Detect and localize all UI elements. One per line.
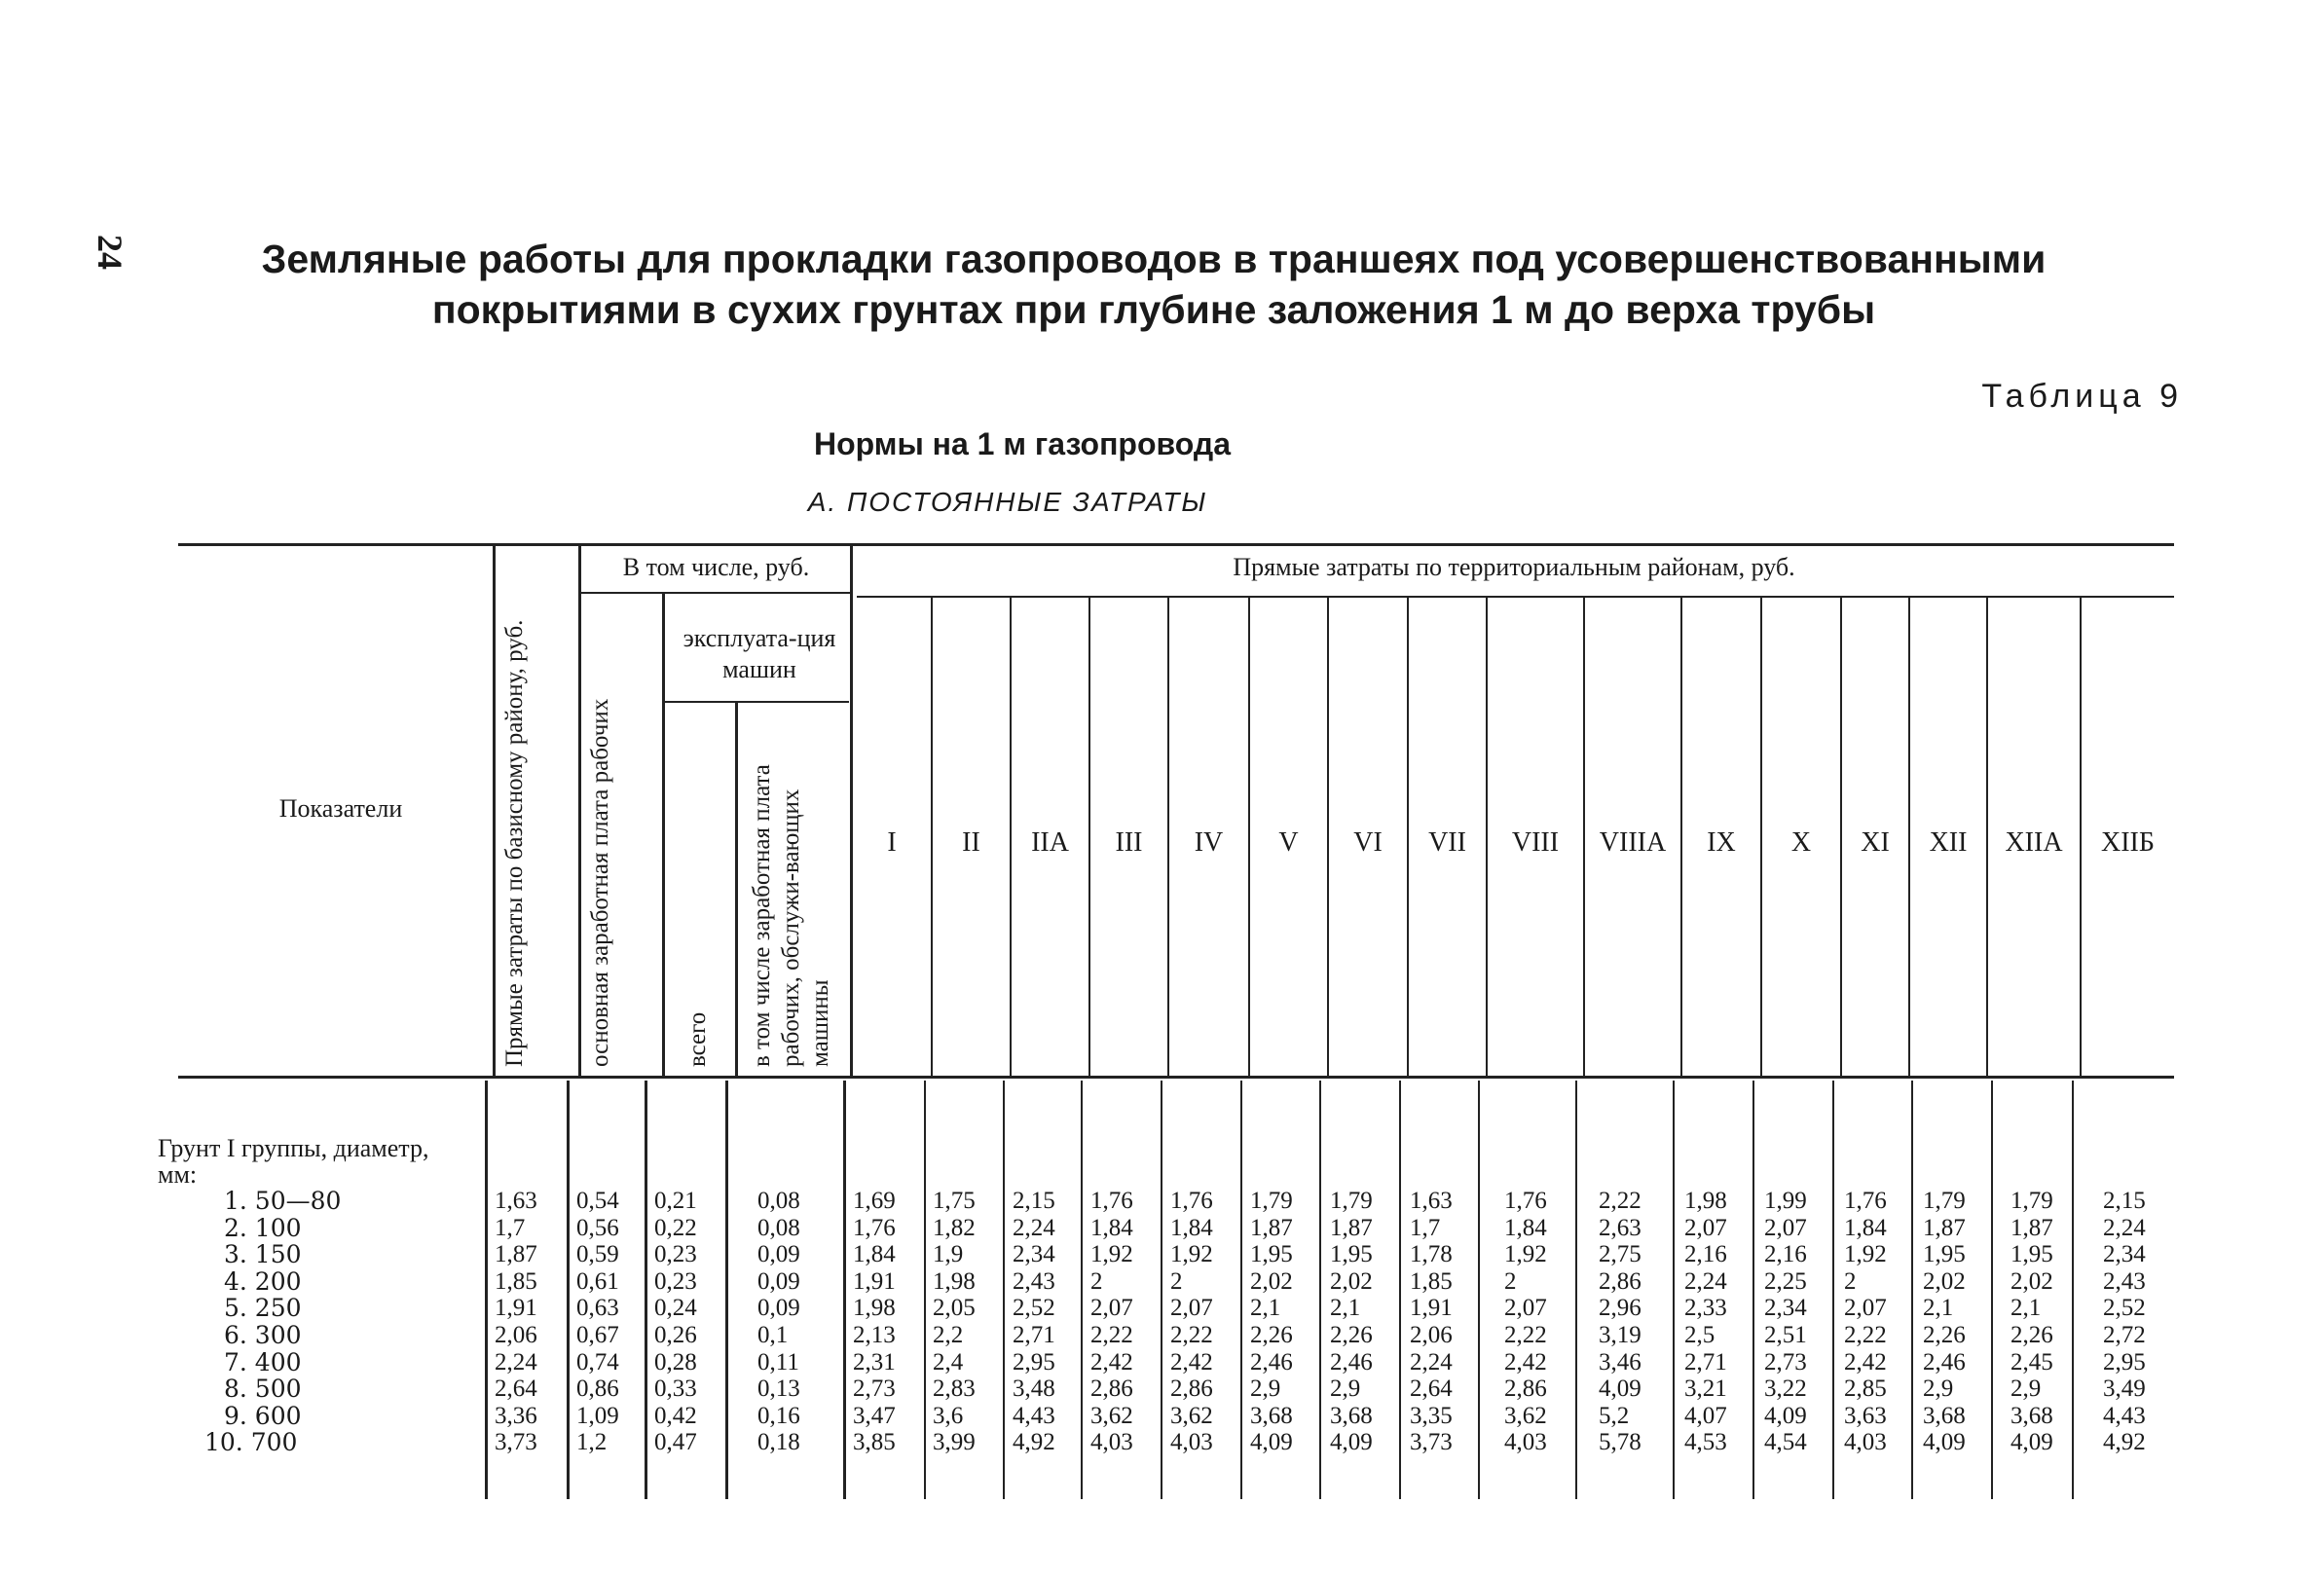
table-cell: 2,86 (1504, 1375, 1547, 1403)
table-cell: 4,09 (1250, 1429, 1293, 1456)
body-divider (924, 1081, 926, 1499)
table-cell: 3,21 (1684, 1375, 1727, 1403)
table-cell: 0,63 (576, 1295, 619, 1322)
table-cell: 2,07 (1844, 1295, 1887, 1322)
table-cell: 2,34 (1013, 1241, 1055, 1268)
table-cell: 2,71 (1684, 1348, 1727, 1375)
region-header: VII (1428, 827, 1466, 858)
col-region-15 (2010, 1188, 2053, 1456)
header-divider (578, 545, 581, 1076)
table-cell: 0,13 (757, 1375, 800, 1403)
table-cell: 4,03 (1170, 1429, 1213, 1456)
table-cell: 1,92 (1170, 1241, 1213, 1268)
table-cell: 0,21 (654, 1188, 697, 1214)
col-region-16 (2103, 1188, 2146, 1456)
including-rule (579, 592, 850, 594)
table-cell: 3,6 (933, 1402, 964, 1429)
header-indicators: Показатели (278, 794, 403, 823)
table-cell: 0,26 (654, 1321, 697, 1348)
table-cell: 3,46 (1599, 1348, 1642, 1375)
col-region-7 (1330, 1188, 1373, 1456)
table-cell: 3,68 (1923, 1402, 1966, 1429)
table-cell: 1,76 (1090, 1188, 1133, 1214)
table-cell: 3,68 (2010, 1402, 2053, 1429)
col-region-1 (853, 1188, 896, 1456)
col-wage (576, 1188, 619, 1456)
table-cell: 2,02 (1330, 1267, 1373, 1295)
table-cell: 1,92 (1504, 1241, 1547, 1268)
region-header: III (1115, 827, 1143, 858)
table-cell: 2,25 (1764, 1267, 1807, 1295)
table-cell: 2,86 (1170, 1375, 1213, 1403)
table-cell: 2,52 (1013, 1295, 1055, 1322)
col-region-10 (1599, 1188, 1642, 1456)
col-region-9 (1504, 1188, 1547, 1456)
table-cell: 2,45 (2010, 1348, 2053, 1375)
table-top-rule (178, 543, 2174, 546)
region-header: VIII (1511, 827, 1560, 858)
table-cell: 0,61 (576, 1267, 619, 1295)
table-cell: 1,76 (853, 1214, 896, 1241)
table-cell: 1,99 (1764, 1188, 1807, 1214)
col-region-14 (1923, 1188, 1966, 1456)
table-cell: 2,9 (1923, 1375, 1954, 1403)
table-cell: 2,64 (495, 1375, 537, 1403)
table-cell: 2,16 (1764, 1241, 1807, 1268)
table-cell: 4,09 (1764, 1402, 1807, 1429)
table-cell: 3,47 (853, 1402, 896, 1429)
table-cell: 0,09 (757, 1267, 800, 1295)
table-cell: 2,24 (1684, 1267, 1727, 1295)
table-cell: 2,02 (2010, 1267, 2053, 1295)
table-cell: 0,59 (576, 1241, 619, 1268)
table-cell: 0,33 (654, 1375, 697, 1403)
row-label: 3. 150 (224, 1240, 302, 1269)
table-cell: 1,84 (1504, 1214, 1547, 1241)
table-cell: 2,33 (1684, 1295, 1727, 1322)
table-cell: 1,91 (1410, 1295, 1453, 1322)
table-cell: 0,08 (757, 1214, 800, 1241)
col-region-12 (1764, 1188, 1807, 1456)
table-cell: 2,15 (1013, 1188, 1055, 1214)
table-cell: 2,24 (1013, 1214, 1055, 1241)
table-cell: 2,1 (1330, 1295, 1361, 1322)
table-cell: 0,22 (654, 1214, 697, 1241)
table-cell: 4,03 (1844, 1429, 1887, 1456)
body-divider (1575, 1081, 1577, 1499)
table-cell: 1,76 (1170, 1188, 1213, 1214)
table-cell: 3,73 (1410, 1429, 1453, 1456)
table-cell: 2,07 (1170, 1295, 1213, 1322)
body-divider (1399, 1081, 1401, 1499)
table-cell: 4,09 (1330, 1429, 1373, 1456)
table-cell: 2,1 (1250, 1295, 1281, 1322)
table-cell: 0,09 (757, 1241, 800, 1268)
body-divider (567, 1081, 570, 1499)
table-cell: 0,74 (576, 1348, 619, 1375)
table-cell: 0,54 (576, 1188, 619, 1214)
header-including: В том числе, руб. (622, 553, 810, 581)
table-cell: 2,71 (1013, 1321, 1055, 1348)
table-cell: 2,73 (853, 1375, 896, 1403)
table-cell: 1,9 (933, 1241, 964, 1268)
table-cell: 2,9 (1330, 1375, 1361, 1403)
table-cell: 3,63 (1844, 1402, 1887, 1429)
table-cell: 2,34 (1764, 1295, 1807, 1322)
header-divider (493, 545, 496, 1076)
region-header: V (1278, 827, 1299, 858)
table-cell: 2,06 (1410, 1321, 1453, 1348)
table-cell: 2,95 (2103, 1348, 2146, 1375)
table-cell: 2,02 (1250, 1267, 1293, 1295)
table-cell: 2,51 (1764, 1321, 1807, 1348)
body-divider (2072, 1081, 2074, 1499)
table-cell: 1,92 (1844, 1241, 1887, 1268)
table-cell: 2,64 (1410, 1375, 1453, 1403)
table-cell: 1,92 (1090, 1241, 1133, 1268)
table-cell: 1,79 (1250, 1188, 1293, 1214)
col-region-2 (933, 1188, 976, 1456)
row-label: 9. 600 (224, 1401, 302, 1430)
table-cell: 2,5 (1684, 1321, 1715, 1348)
header-bottom-rule (178, 1076, 2174, 1079)
table-cell: 3,62 (1170, 1402, 1213, 1429)
group-label: Грунт I группы, диаметр, мм: (158, 1134, 429, 1189)
table-cell: 1,95 (2010, 1241, 2053, 1268)
body-divider (1478, 1081, 1480, 1499)
region-header: IIА (1031, 827, 1069, 858)
table-cell: 2 (1170, 1267, 1183, 1295)
row-label: 7. 400 (224, 1347, 302, 1376)
region-header: XII (1929, 827, 1968, 858)
table-cell: 1,2 (576, 1429, 608, 1456)
table-cell: 2,22 (1844, 1321, 1887, 1348)
table-cell: 3,68 (1330, 1402, 1373, 1429)
table-cell: 2,52 (2103, 1295, 2146, 1322)
table-cell: 2,96 (1599, 1295, 1642, 1322)
table-cell: 4,92 (1013, 1429, 1055, 1456)
table-cell: 2,46 (1250, 1348, 1293, 1375)
body-divider (1319, 1081, 1321, 1499)
body-divider (1673, 1081, 1675, 1499)
table-cell: 2,26 (1250, 1321, 1293, 1348)
header-divider (662, 594, 665, 1076)
table-cell: 4,43 (2103, 1402, 2146, 1429)
table-cell: 2,34 (2103, 1241, 2146, 1268)
table-cell: 0,16 (757, 1402, 800, 1429)
table-cell: 5,2 (1599, 1402, 1630, 1429)
table-cell: 2,26 (1330, 1321, 1373, 1348)
table-cell: 3,36 (495, 1402, 537, 1429)
table-cell: 1,69 (853, 1188, 896, 1214)
col-region-13 (1844, 1188, 1887, 1456)
table-cell: 2,46 (1330, 1348, 1373, 1375)
table-cell: 1,91 (853, 1267, 896, 1295)
table-cell: 1,84 (1170, 1214, 1213, 1241)
table-cell: 2,26 (1923, 1321, 1966, 1348)
table-cell: 0,23 (654, 1267, 697, 1295)
region-header: X (1790, 827, 1812, 858)
table-cell: 2,15 (2103, 1188, 2146, 1214)
table-cell: 3,22 (1764, 1375, 1807, 1403)
row-label: 1. 50—80 (224, 1187, 342, 1215)
table-cell: 1,78 (1410, 1241, 1453, 1268)
table-cell: 1,7 (1410, 1214, 1441, 1241)
region-header: VIIIА (1599, 827, 1667, 858)
table-cell: 4,07 (1684, 1402, 1727, 1429)
table-cell: 2,42 (1170, 1348, 1213, 1375)
col-region-5 (1170, 1188, 1213, 1456)
header-machine-operation: эксплуата-ция машин (682, 624, 836, 683)
table-cell: 1,87 (2010, 1214, 2053, 1241)
table-cell: 2,05 (933, 1295, 976, 1322)
table-cell: 2,07 (1090, 1295, 1133, 1322)
table-cell: 0,18 (757, 1429, 800, 1456)
table-cell: 2,1 (2010, 1295, 2042, 1322)
table-cell: 3,19 (1599, 1321, 1642, 1348)
table-cell: 1,85 (1410, 1267, 1453, 1295)
body-divider (1081, 1081, 1083, 1499)
col-region-4 (1090, 1188, 1133, 1456)
table-cell: 2,86 (1090, 1375, 1133, 1403)
table-cell: 2,43 (1013, 1267, 1055, 1295)
body-divider (1991, 1081, 1993, 1499)
table-cell: 1,98 (853, 1295, 896, 1322)
table-cell: 1,98 (1684, 1188, 1727, 1214)
table-cell: 1,79 (2010, 1188, 2053, 1214)
table-cell: 4,43 (1013, 1402, 1055, 1429)
table-cell: 2,1 (1923, 1295, 1954, 1322)
norms-title: Нормы на 1 м газопровода (813, 426, 1231, 461)
body-divider (1911, 1081, 1913, 1499)
table-cell: 1,87 (495, 1241, 537, 1268)
table-cell: 4,09 (1923, 1429, 1966, 1456)
table-cell: 3,68 (1250, 1402, 1293, 1429)
table-cell: 2,63 (1599, 1214, 1642, 1241)
section-title: А. ПОСТОЯННЫЕ ЗАТРАТЫ (807, 487, 1208, 517)
page-number: 24 (91, 235, 129, 270)
table-cell: 2,06 (495, 1321, 537, 1348)
table-cell: 1,79 (1330, 1188, 1373, 1214)
region-header: IV (1194, 827, 1224, 858)
table-cell: 3,62 (1504, 1402, 1547, 1429)
table-cell: 1,98 (933, 1267, 976, 1295)
table-cell: 0,09 (757, 1295, 800, 1322)
table-cell: 2,26 (2010, 1321, 2053, 1348)
table-cell: 1,84 (1090, 1214, 1133, 1241)
body-divider (843, 1081, 846, 1499)
body-divider (1161, 1081, 1162, 1499)
row-label: 5. 250 (224, 1294, 302, 1323)
table-cell: 2,4 (933, 1348, 964, 1375)
table-cell: 1,82 (933, 1214, 976, 1241)
table-cell: 2,85 (1844, 1375, 1887, 1403)
table-cell: 2,22 (1599, 1188, 1642, 1214)
table-cell: 2,31 (853, 1348, 896, 1375)
row-label: 4. 200 (224, 1266, 302, 1296)
table-cell: 4,54 (1764, 1429, 1807, 1456)
table-cell: 2,83 (933, 1375, 976, 1403)
regions-rule (857, 596, 2174, 598)
table-cell: 1,76 (1504, 1188, 1547, 1214)
region-header: XIIА (2005, 827, 2063, 858)
body-divider (485, 1081, 488, 1499)
region-header: XIIБ (2101, 827, 2155, 858)
table-cell: 0,1 (757, 1321, 789, 1348)
table-cell: 1,95 (1923, 1241, 1966, 1268)
header-basic-wage: основная заработная плата рабочих (587, 698, 613, 1067)
machine-rule (664, 701, 849, 703)
table-cell: 2,24 (1410, 1348, 1453, 1375)
col-region-3 (1013, 1188, 1055, 1456)
table-cell: 2,07 (1504, 1295, 1547, 1322)
table-cell: 4,03 (1090, 1429, 1133, 1456)
table-cell: 1,85 (495, 1267, 537, 1295)
table-cell: 2,16 (1684, 1241, 1727, 1268)
table-cell: 1,09 (576, 1402, 619, 1429)
table-cell: 2,86 (1599, 1267, 1642, 1295)
region-header: II (962, 827, 980, 858)
table-cell: 2,73 (1764, 1348, 1807, 1375)
table-cell: 3,99 (933, 1429, 976, 1456)
table-cell: 2,22 (1504, 1321, 1547, 1348)
table-cell: 3,49 (2103, 1375, 2146, 1403)
table-cell: 2,07 (1764, 1214, 1807, 1241)
table-cell: 1,76 (1844, 1188, 1887, 1214)
table-cell: 4,53 (1684, 1429, 1727, 1456)
header-divider (735, 703, 738, 1076)
table-cell: 0,67 (576, 1321, 619, 1348)
body-divider (1240, 1081, 1242, 1499)
table-cell: 2,9 (2010, 1375, 2042, 1403)
table-cell: 2,72 (2103, 1321, 2146, 1348)
table-cell: 2 (1844, 1267, 1857, 1295)
table-cell: 5,78 (1599, 1429, 1642, 1456)
table-cell: 1,87 (1330, 1214, 1373, 1241)
table-cell: 1,75 (933, 1188, 976, 1214)
body-divider (645, 1081, 647, 1499)
table-cell: 0,08 (757, 1188, 800, 1214)
table-cell: 4,09 (1599, 1375, 1642, 1403)
header-direct-costs-base: Прямые затраты по базисному району, руб. (501, 619, 528, 1067)
header-divider (850, 545, 853, 1076)
table-cell: 1,84 (853, 1241, 896, 1268)
header-total: всего (684, 1011, 711, 1067)
col-region-11 (1684, 1188, 1727, 1456)
table-cell: 0,47 (654, 1429, 697, 1456)
row-label: 2. 100 (224, 1213, 302, 1242)
table-cell: 1,91 (495, 1295, 537, 1322)
table-cell: 2 (1090, 1267, 1103, 1295)
table-cell: 0,28 (654, 1348, 697, 1375)
table-cell: 4,03 (1504, 1429, 1547, 1456)
table-cell: 0,86 (576, 1375, 619, 1403)
row-label: 8. 500 (224, 1375, 302, 1404)
table-cell: 2,42 (1844, 1348, 1887, 1375)
table-cell: 2,24 (2103, 1214, 2146, 1241)
table-cell: 1,7 (495, 1214, 526, 1241)
table-cell: 1,63 (495, 1188, 537, 1214)
region-header: VI (1353, 827, 1383, 858)
body-divider (1003, 1081, 1005, 1499)
col-machine-wage (757, 1188, 800, 1456)
table-cell: 3,48 (1013, 1375, 1055, 1403)
table-cell: 1,84 (1844, 1214, 1887, 1241)
table-cell: 3,35 (1410, 1402, 1453, 1429)
row-label: 10. 700 (204, 1428, 298, 1457)
table-cell: 3,62 (1090, 1402, 1133, 1429)
table-cell: 3,85 (853, 1429, 896, 1456)
table-cell: 2,24 (495, 1348, 537, 1375)
table-cell: 0,11 (757, 1348, 799, 1375)
table-cell: 1,87 (1923, 1214, 1966, 1241)
table-cell: 2,46 (1923, 1348, 1966, 1375)
col-total (654, 1188, 697, 1456)
table-cell: 1,95 (1250, 1241, 1293, 1268)
table-cell: 2,2 (933, 1321, 964, 1348)
row-labels (204, 1188, 341, 1456)
region-header: IX (1707, 827, 1736, 858)
table-cell: 2,07 (1684, 1214, 1727, 1241)
table-cell: 4,09 (2010, 1429, 2053, 1456)
table-label: Таблица 9 (1981, 378, 2183, 415)
table-cell: 2,42 (1090, 1348, 1133, 1375)
table-cell: 2,9 (1250, 1375, 1281, 1403)
body-divider (1832, 1081, 1834, 1499)
table-cell: 2 (1504, 1267, 1517, 1295)
body-divider (725, 1081, 728, 1499)
table-cell: 1,79 (1923, 1188, 1966, 1214)
table-cell: 3,73 (495, 1429, 537, 1456)
row-label: 6. 300 (224, 1320, 302, 1349)
col-region-8 (1410, 1188, 1453, 1456)
region-header: I (887, 827, 897, 858)
table-cell: 2,42 (1504, 1348, 1547, 1375)
table-cell: 4,92 (2103, 1429, 2146, 1456)
body-divider (1752, 1081, 1754, 1499)
header-direct-costs-regions: Прямые затраты по территориальным районам, руб. (1233, 553, 1795, 581)
region-header: XI (1861, 827, 1890, 858)
col-region-6 (1250, 1188, 1293, 1456)
table-cell: 1,87 (1250, 1214, 1293, 1241)
table-cell: 2,43 (2103, 1267, 2146, 1295)
table-cell: 1,63 (1410, 1188, 1453, 1214)
table-cell: 2,22 (1170, 1321, 1213, 1348)
table-cell: 2,13 (853, 1321, 896, 1348)
table-cell: 2,95 (1013, 1348, 1055, 1375)
page-title: Земляные работы для прокладки газопроводов в траншеях под усовершенствованными покрытиями в сухих грунтах при глубине заложения 1 м до верха трубы (261, 237, 2047, 332)
table-cell: 0,23 (654, 1241, 697, 1268)
header-incl-machine-wage: в том числе заработная плата рабочих, обслужи-вающих машины (749, 764, 833, 1067)
table-cell: 0,56 (576, 1214, 619, 1241)
table-cell: 2,22 (1090, 1321, 1133, 1348)
table-cell: 2,75 (1599, 1241, 1642, 1268)
col-base (495, 1188, 537, 1456)
table-cell: 2,02 (1923, 1267, 1966, 1295)
table-cell: 1,95 (1330, 1241, 1373, 1268)
table-cell: 0,42 (654, 1402, 697, 1429)
table-cell: 0,24 (654, 1295, 697, 1322)
